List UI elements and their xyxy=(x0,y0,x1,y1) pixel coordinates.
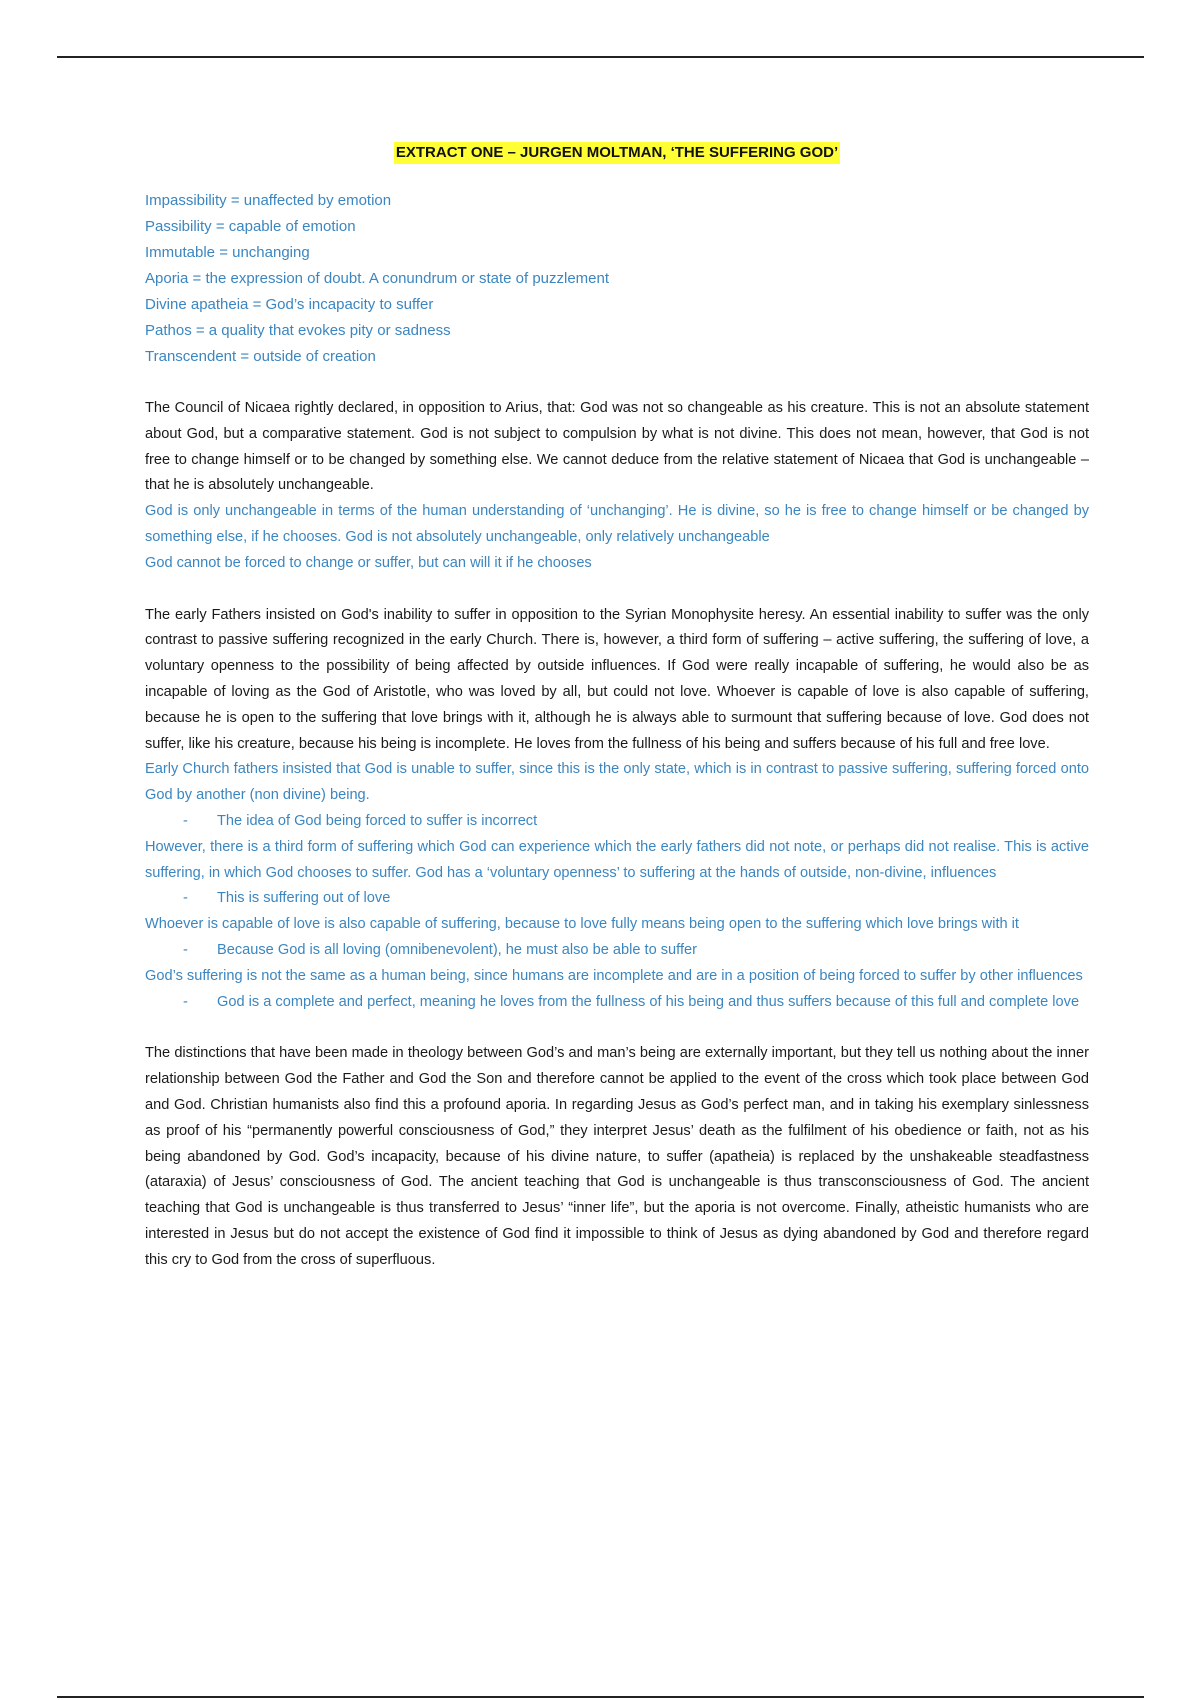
quote-paragraph: The distinctions that have been made in theology between God’s and man’s being are externally important, but they tell us nothing about the inner relationship between God the Father and God the Son and therefore cannot be applied to the event of the cross which took place between God and God. Christian humanists also find this a profound aporia. In regarding Jesus as God’s perfect man, and in taking his exemplary sinlessness as proof of his “permanently powerful consciousness of God,” they interpret Jesus’ death as the fulfilment of his obedience or faith, not as his being abandoned by God. God’s incapacity, because of his divine nature, to suffer (apatheia) is replaced by the unshakeable steadfastness (ataraxia) of Jesus’ consciousness of God. The ancient teaching that God is unchangeable is thus transconsciousness of God. The ancient teaching that God is unchangeable is thus transferred to Jesus’ “inner life”, but the aporia is not overcome. Finally, atheistic humanists who are interested in Jesus but do not accept the existence of God find it impossible to think of Jesus as dying abandoned by God and therefore regard this cry to God from the cross of superfluous. xyxy=(145,1045,1089,1268)
page-title: EXTRACT ONE – JURGEN MOLTMAN, ‘THE SUFFERING GOD’ xyxy=(394,142,840,164)
top-rule xyxy=(57,56,1144,58)
note-paragraph: God’s suffering is not the same as a human being, since humans are incomplete and are in a position of being forced to suffer by other influences xyxy=(145,967,1083,984)
document-body xyxy=(145,142,1089,1300)
definition-item: Passibility = capable of emotion xyxy=(145,218,356,235)
definition-item: Aporia = the expression of doubt. A conundrum or state of puzzlement xyxy=(145,270,610,287)
note-paragraph: God is only unchangeable in terms of the human understanding of ‘unchanging’. He is divine, so he is free to change himself or be changed by something else, if he chooses. God is not absolutely unchangeable, only relatively unchangeable xyxy=(145,503,1089,545)
bullet-item xyxy=(145,886,1089,912)
bullet-text: This is suffering out of love xyxy=(217,890,391,907)
dash-marker: - xyxy=(183,941,188,958)
section-early-fathers xyxy=(145,603,1089,1016)
section-distinctions xyxy=(145,1041,1089,1273)
definition-item: Transcendent = outside of creation xyxy=(145,348,376,365)
bullet-item xyxy=(145,990,1089,1016)
quote-paragraph: The early Fathers insisted on God's inability to suffer in opposition to the Syrian Monophysite heresy. An essential inability to suffer was the only contrast to passive suffering recognized in the early Church. There is, however, a third form of suffering – active suffering, the suffering of love, a voluntary openness to the possibility of being affected by outside influences. If God were really incapable of suffering, he would also be as incapable of loving as the God of Aristotle, who was loved by all, but could not love. Whoever is capable of love is also capable of suffering, because he is open to the suffering that love brings with it, although he is always able to surmount that suffering because of love. God does not suffer, like his creature, because his being is incomplete. He loves from the fullness of his being and suffers because of his full and free love. xyxy=(145,606,1089,752)
dash-marker: - xyxy=(183,812,188,829)
definition-item: Divine apatheia = God’s incapacity to suffer xyxy=(145,296,434,313)
quote-paragraph: The Council of Nicaea rightly declared, in opposition to Arius, that: God was not so changeable as his creature. This is not an absolute statement about God, but a comparative statement. God is not subject to compulsion by what is not divine. This does not mean, however, that God is not free to change himself or to be changed by something else. We cannot deduce from the relative statement of Nicaea that God is unchangeable – that he is absolutely unchangeable. xyxy=(145,400,1089,494)
bullet-item xyxy=(145,809,1089,835)
note-paragraph: However, there is a third form of suffering which God can experience which the early fathers did not note, or perhaps did not realise. This is active suffering, in which God chooses to suffer. God has a ‘voluntary openness’ to suffering at the hands of outside, non-divine, influences xyxy=(145,838,1089,881)
note-paragraph: Whoever is capable of love is also capable of suffering, because to love fully means being open to the suffering which love brings with it xyxy=(145,916,1019,933)
definitions-list xyxy=(145,188,1089,370)
definition-item: Immutable = unchanging xyxy=(145,244,310,261)
section-nicaea xyxy=(145,396,1089,577)
bullet-text: The idea of God being forced to suffer is incorrect xyxy=(217,812,538,829)
title-wrap xyxy=(145,142,1089,164)
note-paragraph: God cannot be forced to change or suffer, but can will it if he chooses xyxy=(145,554,592,571)
bullet-text: Because God is all loving (omnibenevolent), he must also be able to suffer xyxy=(217,941,697,958)
dash-marker: - xyxy=(183,993,188,1010)
bullet-text: God is a complete and perfect, meaning he loves from the fullness of his being and thus suffers because of this full and complete love xyxy=(217,993,1080,1010)
definition-item: Pathos = a quality that evokes pity or sadness xyxy=(145,322,451,339)
bullet-item xyxy=(145,938,1089,964)
note-paragraph: Early Church fathers insisted that God is unable to suffer, since this is the only state, which is in contrast to passive suffering, suffering forced onto God by another (non divine) being. xyxy=(145,761,1089,804)
dash-marker: - xyxy=(183,890,188,907)
definition-item: Impassibility = unaffected by emotion xyxy=(145,192,392,209)
bottom-rule xyxy=(57,1696,1144,1698)
